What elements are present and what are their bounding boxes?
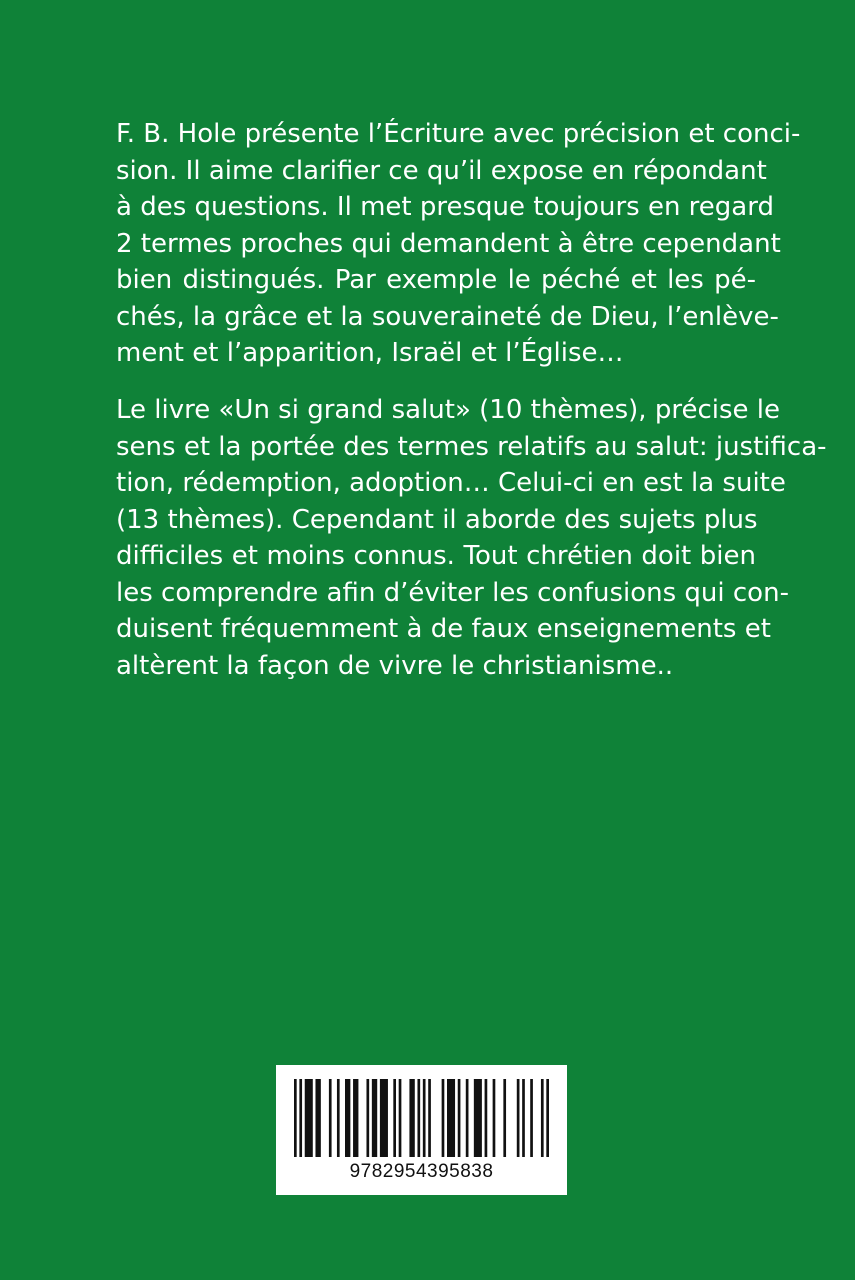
text-line: 2 termes proches qui demandent à être cependant bbox=[116, 228, 781, 259]
barcode-bar bbox=[315, 1079, 320, 1157]
barcode-bar bbox=[329, 1079, 332, 1157]
barcode-bar bbox=[372, 1079, 377, 1157]
barcode-bar bbox=[294, 1079, 297, 1157]
text-line: Le livre «Un si grand salut» (10 thèmes), précise le bbox=[116, 395, 781, 425]
text-line: chés, la grâce et la souveraineté de Dieu, l’enlève- bbox=[116, 301, 779, 332]
barcode-bar bbox=[399, 1079, 402, 1157]
text-line: à des questions. Il met presque toujours en regard bbox=[116, 192, 774, 222]
barcode-bar bbox=[428, 1079, 431, 1157]
barcode-bar bbox=[466, 1079, 469, 1157]
barcode-bar bbox=[423, 1079, 426, 1157]
description-paragraph-1 bbox=[116, 116, 801, 372]
barcode-bar bbox=[541, 1079, 544, 1157]
barcode-bar bbox=[458, 1079, 461, 1157]
barcode-bar bbox=[442, 1079, 445, 1157]
barcode-bar bbox=[517, 1079, 520, 1157]
text-line: altèrent la façon de vivre le christianisme.. bbox=[116, 650, 674, 681]
barcode-bar bbox=[503, 1079, 506, 1157]
text-line: F. B. Hole présente l’Écriture avec précision et conci- bbox=[116, 119, 801, 149]
text-line: les comprendre afin d’éviter les confusions qui con- bbox=[116, 577, 789, 608]
text-line: sion. Il aime clarifier ce qu’il expose en répondant bbox=[116, 155, 767, 186]
barcode-bar bbox=[305, 1079, 313, 1157]
text-line: bien distingués. Par exemple le péché et les pé- bbox=[116, 265, 756, 295]
barcode-bar bbox=[337, 1079, 340, 1157]
barcode-bar bbox=[474, 1079, 482, 1157]
barcode-bar bbox=[417, 1079, 420, 1157]
text-line: duisent fréquemment à de faux enseignements et bbox=[116, 614, 771, 644]
barcode-bar bbox=[366, 1079, 369, 1157]
barcode-bar bbox=[353, 1079, 358, 1157]
barcode-icon bbox=[294, 1079, 549, 1157]
barcode-bar bbox=[493, 1079, 496, 1157]
isbn-number: 9782954395838 bbox=[349, 1161, 494, 1182]
text-line: ment et l’apparition, Israël et l’Église… bbox=[116, 338, 624, 368]
barcode-bar bbox=[485, 1079, 488, 1157]
barcode-bar bbox=[299, 1079, 302, 1157]
text-line: (13 thèmes). Cependant il aborde des sujets plus bbox=[116, 504, 758, 535]
text-line: tion, rédemption, adoption… Celui-ci en est la suite bbox=[116, 468, 786, 498]
isbn-barcode bbox=[276, 1065, 567, 1195]
barcode-bar bbox=[530, 1079, 533, 1157]
barcode-bar bbox=[345, 1079, 350, 1157]
barcode-bar bbox=[393, 1079, 396, 1157]
barcode-bar bbox=[409, 1079, 414, 1157]
barcode-bar bbox=[522, 1079, 525, 1157]
barcode-bar bbox=[546, 1079, 549, 1157]
barcode-bar bbox=[447, 1079, 455, 1157]
text-line: sens et la portée des termes relatifs au salut: justifica- bbox=[116, 431, 827, 462]
text-line: difficiles et moins connus. Tout chrétien doit bien bbox=[116, 541, 756, 571]
description-paragraph-2 bbox=[116, 392, 827, 684]
barcode-bar bbox=[380, 1079, 388, 1157]
